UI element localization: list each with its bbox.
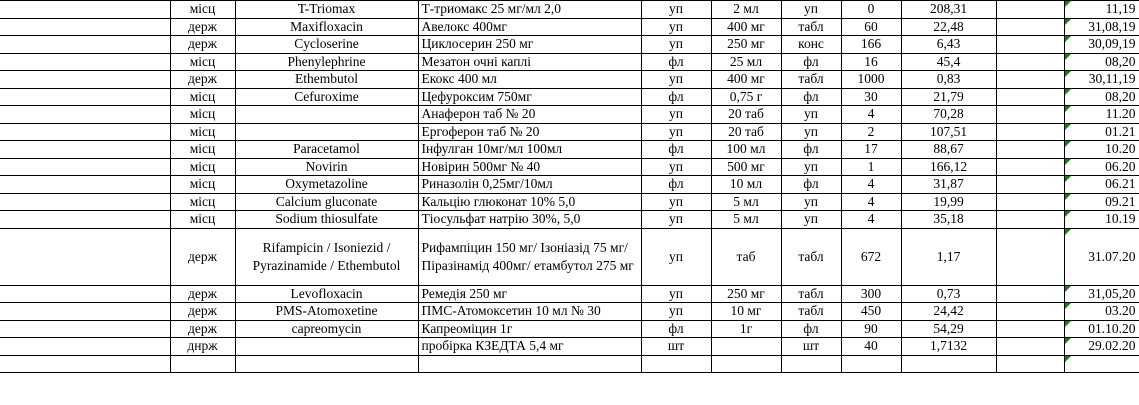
row-spacer-cell[interactable] (0, 158, 170, 176)
cell-quantity[interactable]: 450 (841, 303, 901, 321)
cell-expiry[interactable]: 08,20 (1064, 53, 1139, 71)
cell-inn-name[interactable]: Novirin (235, 158, 418, 176)
cell-count-unit[interactable]: табл (781, 18, 841, 36)
cell-dosage[interactable]: 400 мг (711, 18, 781, 36)
cell-empty[interactable] (996, 228, 1064, 285)
cell-supply-type[interactable]: держ (170, 320, 235, 338)
cell-price[interactable]: 0,73 (901, 285, 996, 303)
cell-price[interactable]: 54,29 (901, 320, 996, 338)
cell-inn-name[interactable]: Sodium thiosulfate (235, 211, 418, 229)
row-spacer-cell[interactable] (0, 71, 170, 89)
cell-price[interactable]: 208,31 (901, 1, 996, 19)
cell-price[interactable]: 88,67 (901, 141, 996, 159)
cell-inn-name[interactable]: PMS-Atomoxetine (235, 303, 418, 321)
cell-quantity[interactable]: 300 (841, 285, 901, 303)
cell-price[interactable]: 0,83 (901, 71, 996, 89)
cell-expiry[interactable]: 30,09,19 (1064, 36, 1139, 54)
cell-inn-name[interactable]: Oxymetazoline (235, 176, 418, 194)
cell-supply-type[interactable] (170, 355, 235, 373)
cell-dosage[interactable]: 2 мл (711, 1, 781, 19)
cell-package-unit[interactable]: уп (641, 303, 711, 321)
cell-count-unit[interactable]: уп (781, 123, 841, 141)
cell-trade-name[interactable] (418, 355, 641, 373)
row-spacer-cell[interactable] (0, 176, 170, 194)
cell-quantity[interactable]: 0 (841, 1, 901, 19)
cell-package-unit[interactable]: уп (641, 18, 711, 36)
cell-empty[interactable] (996, 303, 1064, 321)
cell-supply-type[interactable]: місц (170, 1, 235, 19)
cell-inn-name[interactable]: Cycloserine (235, 36, 418, 54)
row-spacer-cell[interactable] (0, 228, 170, 285)
cell-dosage[interactable]: 5 мл (711, 211, 781, 229)
cell-package-unit[interactable]: уп (641, 158, 711, 176)
cell-supply-type[interactable]: місц (170, 141, 235, 159)
table-row (0, 338, 1139, 356)
cell-count-unit[interactable]: фл (781, 320, 841, 338)
table-row (0, 141, 1139, 159)
cell-trade-name[interactable]: Новірин 500мг № 40 (418, 158, 641, 176)
cell-count-unit[interactable]: уп (781, 211, 841, 229)
table-row (0, 71, 1139, 89)
cell-price[interactable]: 31,87 (901, 176, 996, 194)
cell-supply-type[interactable]: держ (170, 285, 235, 303)
row-spacer-cell[interactable] (0, 285, 170, 303)
cell-trade-name[interactable]: Анаферон таб № 20 (418, 106, 641, 124)
cell-expiry[interactable]: 29.02.20 (1064, 338, 1139, 356)
cell-expiry[interactable]: 01.21 (1064, 123, 1139, 141)
cell-quantity[interactable]: 166 (841, 36, 901, 54)
row-spacer-cell[interactable] (0, 18, 170, 36)
cell-count-unit[interactable]: шт (781, 338, 841, 356)
table-row (0, 355, 1139, 373)
cell-inn-name[interactable]: Cefuroxime (235, 88, 418, 106)
cell-expiry[interactable]: 09.21 (1064, 193, 1139, 211)
cell-supply-type[interactable]: держ (170, 36, 235, 54)
cell-trade-name[interactable]: пробірка КЗЕДТА 5,4 мг (418, 338, 641, 356)
cell-inn-name[interactable]: T-Triomax (235, 1, 418, 19)
cell-package-unit[interactable]: уп (641, 123, 711, 141)
cell-inn-name[interactable]: Phenylephrine (235, 53, 418, 71)
cell-quantity[interactable]: 672 (841, 228, 901, 285)
cell-expiry[interactable]: 31,08,19 (1064, 18, 1139, 36)
table-row (0, 106, 1139, 124)
cell-price[interactable]: 24,42 (901, 303, 996, 321)
cell-package-unit[interactable]: уп (641, 228, 711, 285)
cell-empty[interactable] (996, 18, 1064, 36)
cell-empty[interactable] (996, 88, 1064, 106)
cell-price[interactable]: 6,43 (901, 36, 996, 54)
cell-count-unit[interactable]: табл (781, 303, 841, 321)
cell-expiry[interactable]: 11,19 (1064, 1, 1139, 19)
cell-expiry[interactable]: 06.21 (1064, 176, 1139, 194)
cell-package-unit[interactable]: фл (641, 176, 711, 194)
cell-dosage[interactable]: 100 мл (711, 141, 781, 159)
cell-dosage[interactable]: 20 таб (711, 106, 781, 124)
cell-count-unit[interactable]: табл (781, 228, 841, 285)
cell-count-unit[interactable]: фл (781, 88, 841, 106)
cell-inn-name[interactable] (235, 106, 418, 124)
cell-expiry[interactable] (1064, 355, 1139, 373)
cell-inn-name[interactable]: capreomycin (235, 320, 418, 338)
cell-count-unit[interactable]: фл (781, 176, 841, 194)
cell-package-unit[interactable]: шт (641, 338, 711, 356)
cell-count-unit[interactable]: фл (781, 53, 841, 71)
cell-package-unit[interactable]: фл (641, 53, 711, 71)
cell-quantity[interactable]: 90 (841, 320, 901, 338)
cell-trade-name[interactable]: Циклосерин 250 мг (418, 36, 641, 54)
cell-quantity[interactable]: 4 (841, 106, 901, 124)
cell-dosage[interactable]: 10 мл (711, 176, 781, 194)
cell-expiry[interactable]: 31,05,20 (1064, 285, 1139, 303)
row-spacer-cell[interactable] (0, 88, 170, 106)
table-row (0, 1, 1139, 19)
row-spacer-cell[interactable] (0, 123, 170, 141)
cell-price[interactable]: 107,51 (901, 123, 996, 141)
cell-package-unit[interactable]: фл (641, 141, 711, 159)
cell-quantity[interactable]: 1000 (841, 71, 901, 89)
cell-trade-name[interactable]: Ремедія 250 мг (418, 285, 641, 303)
cell-dosage[interactable]: 400 мг (711, 71, 781, 89)
cell-count-unit[interactable]: фл (781, 141, 841, 159)
cell-dosage[interactable]: 0,75 г (711, 88, 781, 106)
cell-supply-type[interactable]: місц (170, 158, 235, 176)
cell-expiry[interactable]: 31.07.20 (1064, 228, 1139, 285)
cell-package-unit[interactable]: уп (641, 106, 711, 124)
cell-package-unit[interactable]: уп (641, 193, 711, 211)
cell-trade-name[interactable]: Екокс 400 мл (418, 71, 641, 89)
cell-expiry[interactable]: 06.20 (1064, 158, 1139, 176)
cell-dosage[interactable]: 25 мл (711, 53, 781, 71)
row-spacer-cell[interactable] (0, 36, 170, 54)
cell-dosage[interactable]: 10 мг (711, 303, 781, 321)
cell-trade-name[interactable]: Кальцію глюконат 10% 5,0 (418, 193, 641, 211)
cell-dosage[interactable]: 500 мг (711, 158, 781, 176)
cell-quantity[interactable]: 4 (841, 176, 901, 194)
row-spacer-cell[interactable] (0, 193, 170, 211)
cell-supply-type[interactable]: місц (170, 193, 235, 211)
table-row (0, 88, 1139, 106)
cell-trade-name[interactable]: Рифампіцин 150 мг/ Ізоніазід 75 мг/Піразінамід 400мг/ етамбутол 275 мг (418, 228, 641, 285)
cell-price[interactable]: 1,17 (901, 228, 996, 285)
cell-price[interactable]: 1,7132 (901, 338, 996, 356)
cell-empty[interactable] (996, 1, 1064, 19)
row-spacer-cell[interactable] (0, 303, 170, 321)
cell-price[interactable]: 45,4 (901, 53, 996, 71)
cell-count-unit[interactable]: табл (781, 71, 841, 89)
cell-supply-type[interactable]: держ (170, 71, 235, 89)
cell-package-unit[interactable]: фл (641, 320, 711, 338)
cell-inn-name[interactable]: Calcium gluconate (235, 193, 418, 211)
cell-count-unit[interactable]: уп (781, 158, 841, 176)
cell-empty[interactable] (996, 193, 1064, 211)
cell-trade-name[interactable]: Цефуроксим 750мг (418, 88, 641, 106)
cell-empty[interactable] (996, 285, 1064, 303)
cell-count-unit[interactable] (781, 355, 841, 373)
row-spacer-cell[interactable] (0, 53, 170, 71)
cell-supply-type[interactable]: держ (170, 18, 235, 36)
table-row (0, 176, 1139, 194)
cell-price[interactable]: 19,99 (901, 193, 996, 211)
cell-empty[interactable] (996, 320, 1064, 338)
table-row (0, 228, 1139, 285)
cell-price[interactable]: 21,79 (901, 88, 996, 106)
cell-supply-type[interactable]: місц (170, 211, 235, 229)
cell-expiry[interactable]: 03.20 (1064, 303, 1139, 321)
row-spacer-cell[interactable] (0, 211, 170, 229)
cell-supply-type[interactable]: місц (170, 88, 235, 106)
table-row (0, 193, 1139, 211)
cell-package-unit[interactable] (641, 355, 711, 373)
table-row (0, 211, 1139, 229)
row-spacer-cell[interactable] (0, 106, 170, 124)
cell-price[interactable]: 22,48 (901, 18, 996, 36)
cell-dosage[interactable]: 250 мг (711, 285, 781, 303)
cell-price[interactable]: 35,18 (901, 211, 996, 229)
cell-quantity[interactable]: 2 (841, 123, 901, 141)
cell-price[interactable]: 70,28 (901, 106, 996, 124)
table-row (0, 285, 1139, 303)
cell-dosage[interactable] (711, 355, 781, 373)
cell-trade-name[interactable]: Ергоферон таб № 20 (418, 123, 641, 141)
cell-supply-type[interactable]: місц (170, 176, 235, 194)
cell-empty[interactable] (996, 106, 1064, 124)
cell-empty[interactable] (996, 355, 1064, 373)
cell-quantity[interactable]: 1 (841, 158, 901, 176)
cell-dosage[interactable]: 5 мл (711, 193, 781, 211)
row-spacer-cell[interactable] (0, 320, 170, 338)
cell-price[interactable]: 166,12 (901, 158, 996, 176)
table-row (0, 36, 1139, 54)
cell-expiry[interactable]: 01.10.20 (1064, 320, 1139, 338)
cell-dosage[interactable]: 250 мг (711, 36, 781, 54)
cell-trade-name[interactable]: Риназолін 0,25мг/10мл (418, 176, 641, 194)
cell-quantity[interactable]: 4 (841, 211, 901, 229)
cell-empty[interactable] (996, 36, 1064, 54)
cell-empty[interactable] (996, 158, 1064, 176)
cell-dosage[interactable]: 20 таб (711, 123, 781, 141)
cell-expiry[interactable]: 10.20 (1064, 141, 1139, 159)
cell-supply-type[interactable]: держ (170, 303, 235, 321)
cell-package-unit[interactable]: уп (641, 36, 711, 54)
cell-quantity[interactable]: 17 (841, 141, 901, 159)
cell-quantity[interactable]: 40 (841, 338, 901, 356)
cell-inn-name[interactable]: Rifampicin / Isoniezid / Pyrazinamide / Ethembutol (235, 228, 418, 285)
cell-inn-name[interactable]: Levofloxacin (235, 285, 418, 303)
cell-dosage[interactable]: таб (711, 228, 781, 285)
cell-expiry[interactable]: 30,11,19 (1064, 71, 1139, 89)
cell-price[interactable] (901, 355, 996, 373)
table-row (0, 158, 1139, 176)
cell-inn-name[interactable]: Paracetamol (235, 141, 418, 159)
cell-inn-name[interactable] (235, 338, 418, 356)
cell-trade-name[interactable]: Т-триомакс 25 мг/мл 2,0 (418, 1, 641, 19)
cell-quantity[interactable]: 60 (841, 18, 901, 36)
table-row (0, 123, 1139, 141)
cell-dosage[interactable]: 1г (711, 320, 781, 338)
cell-empty[interactable] (996, 141, 1064, 159)
cell-count-unit[interactable]: табл (781, 285, 841, 303)
cell-empty[interactable] (996, 211, 1064, 229)
cell-empty[interactable] (996, 71, 1064, 89)
cell-trade-name[interactable]: ПМС-Атомоксетин 10 мл № 30 (418, 303, 641, 321)
cell-quantity[interactable]: 16 (841, 53, 901, 71)
table-row (0, 53, 1139, 71)
cell-expiry[interactable]: 08,20 (1064, 88, 1139, 106)
row-spacer-cell[interactable] (0, 355, 170, 373)
cell-quantity[interactable] (841, 355, 901, 373)
cell-empty[interactable] (996, 176, 1064, 194)
cell-empty[interactable] (996, 338, 1064, 356)
cell-supply-type[interactable]: місц (170, 53, 235, 71)
cell-count-unit[interactable]: уп (781, 1, 841, 19)
cell-count-unit[interactable]: уп (781, 193, 841, 211)
cell-trade-name[interactable]: Інфулган 10мг/мл 100мл (418, 141, 641, 159)
cell-empty[interactable] (996, 53, 1064, 71)
table-row (0, 18, 1139, 36)
cell-supply-type[interactable]: днрж (170, 338, 235, 356)
row-spacer-cell[interactable] (0, 141, 170, 159)
cell-quantity[interactable]: 4 (841, 193, 901, 211)
cell-count-unit[interactable]: уп (781, 106, 841, 124)
cell-supply-type[interactable]: держ (170, 228, 235, 285)
cell-trade-name[interactable]: Авелокс 400мг (418, 18, 641, 36)
cell-trade-name[interactable]: Мезатон очні каплі (418, 53, 641, 71)
cell-expiry[interactable]: 11.20 (1064, 106, 1139, 124)
cell-package-unit[interactable]: фл (641, 88, 711, 106)
row-spacer-cell[interactable] (0, 1, 170, 19)
cell-package-unit[interactable]: уп (641, 1, 711, 19)
cell-package-unit[interactable]: уп (641, 285, 711, 303)
cell-trade-name[interactable]: Тіосульфат натрію 30%, 5,0 (418, 211, 641, 229)
cell-inn-name[interactable]: Maxifloxacin (235, 18, 418, 36)
cell-quantity[interactable]: 30 (841, 88, 901, 106)
table-row (0, 320, 1139, 338)
row-spacer-cell[interactable] (0, 338, 170, 356)
cell-dosage[interactable] (711, 338, 781, 356)
cell-empty[interactable] (996, 123, 1064, 141)
cell-expiry[interactable]: 10.19 (1064, 211, 1139, 229)
cell-inn-name[interactable] (235, 123, 418, 141)
cell-package-unit[interactable]: уп (641, 211, 711, 229)
cell-trade-name[interactable]: Капреоміцин 1г (418, 320, 641, 338)
cell-count-unit[interactable]: конс (781, 36, 841, 54)
cell-package-unit[interactable]: уп (641, 71, 711, 89)
cell-supply-type[interactable]: місц (170, 123, 235, 141)
cell-supply-type[interactable]: місц (170, 106, 235, 124)
table-row (0, 303, 1139, 321)
cell-inn-name[interactable]: Ethembutol (235, 71, 418, 89)
cell-inn-name[interactable] (235, 355, 418, 373)
